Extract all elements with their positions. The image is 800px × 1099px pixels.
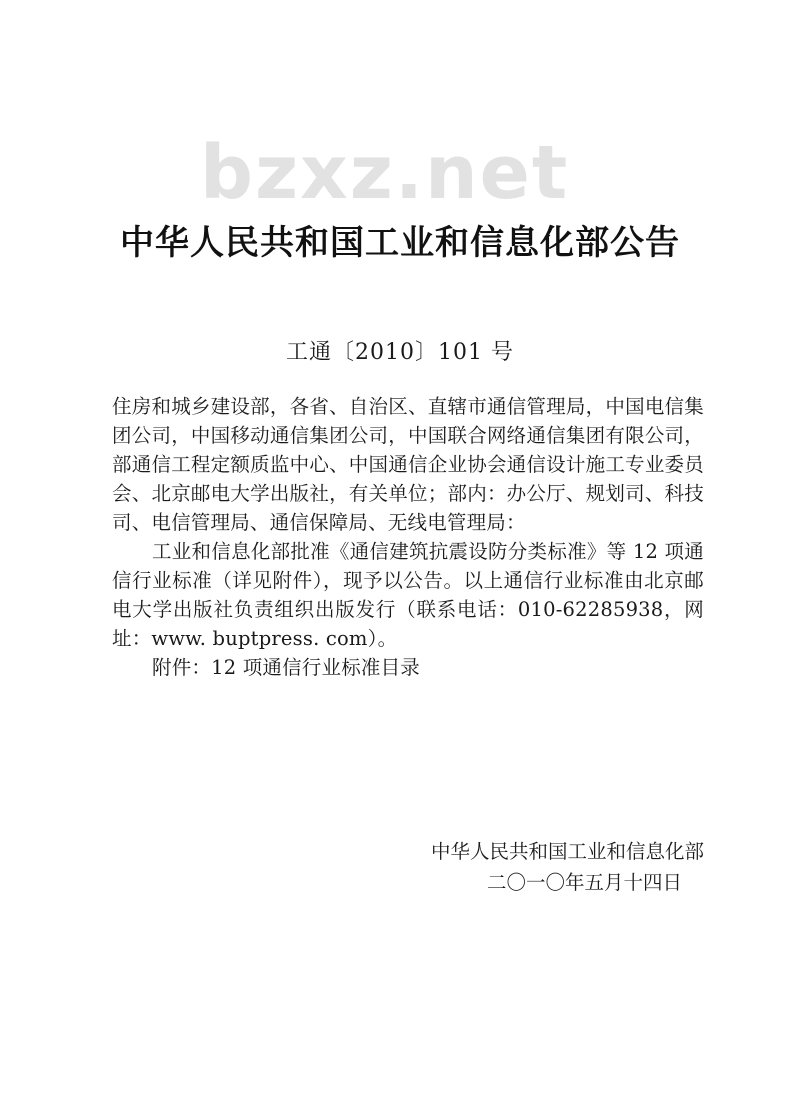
signature-block [374,836,704,898]
issue-date: 二〇一〇年五月十四日 [486,871,682,894]
watermark: bzxz.net [200,130,570,216]
document-number: 工通〔2010〕101 号 [286,340,514,365]
document-title: 中华人民共和国工业和信息化部公告 [120,223,680,263]
recipients-paragraph: 住房和城乡建设部，各省、自治区、直辖市通信管理局，中国电信集团公司，中国移动通信集团公司，中国联合网络通信集团有限公司，部通信工程定额质监中心、中国通信企业协会通信设计施工专业委员会、北京邮电大学出版社，有关单位；部内：办公厅、规划司、科技司、电信管理局、通信保障局、无线电管理局： [112,395,704,534]
issuing-organization: 中华人民共和国工业和信息化部 [430,840,704,863]
document-body [112,392,704,682]
attachment-line: 附件：12 项通信行业标准目录 [152,656,421,679]
announcement-paragraph: 工业和信息化部批准《通信建筑抗震设防分类标准》等 12 项通信行业标准（详见附件），现予以公告。以上通信行业标准由北京邮电大学出版社负责组织出版发行（联系电话：010-62285938，网址：www. buptpress. com）。 [112,540,704,650]
